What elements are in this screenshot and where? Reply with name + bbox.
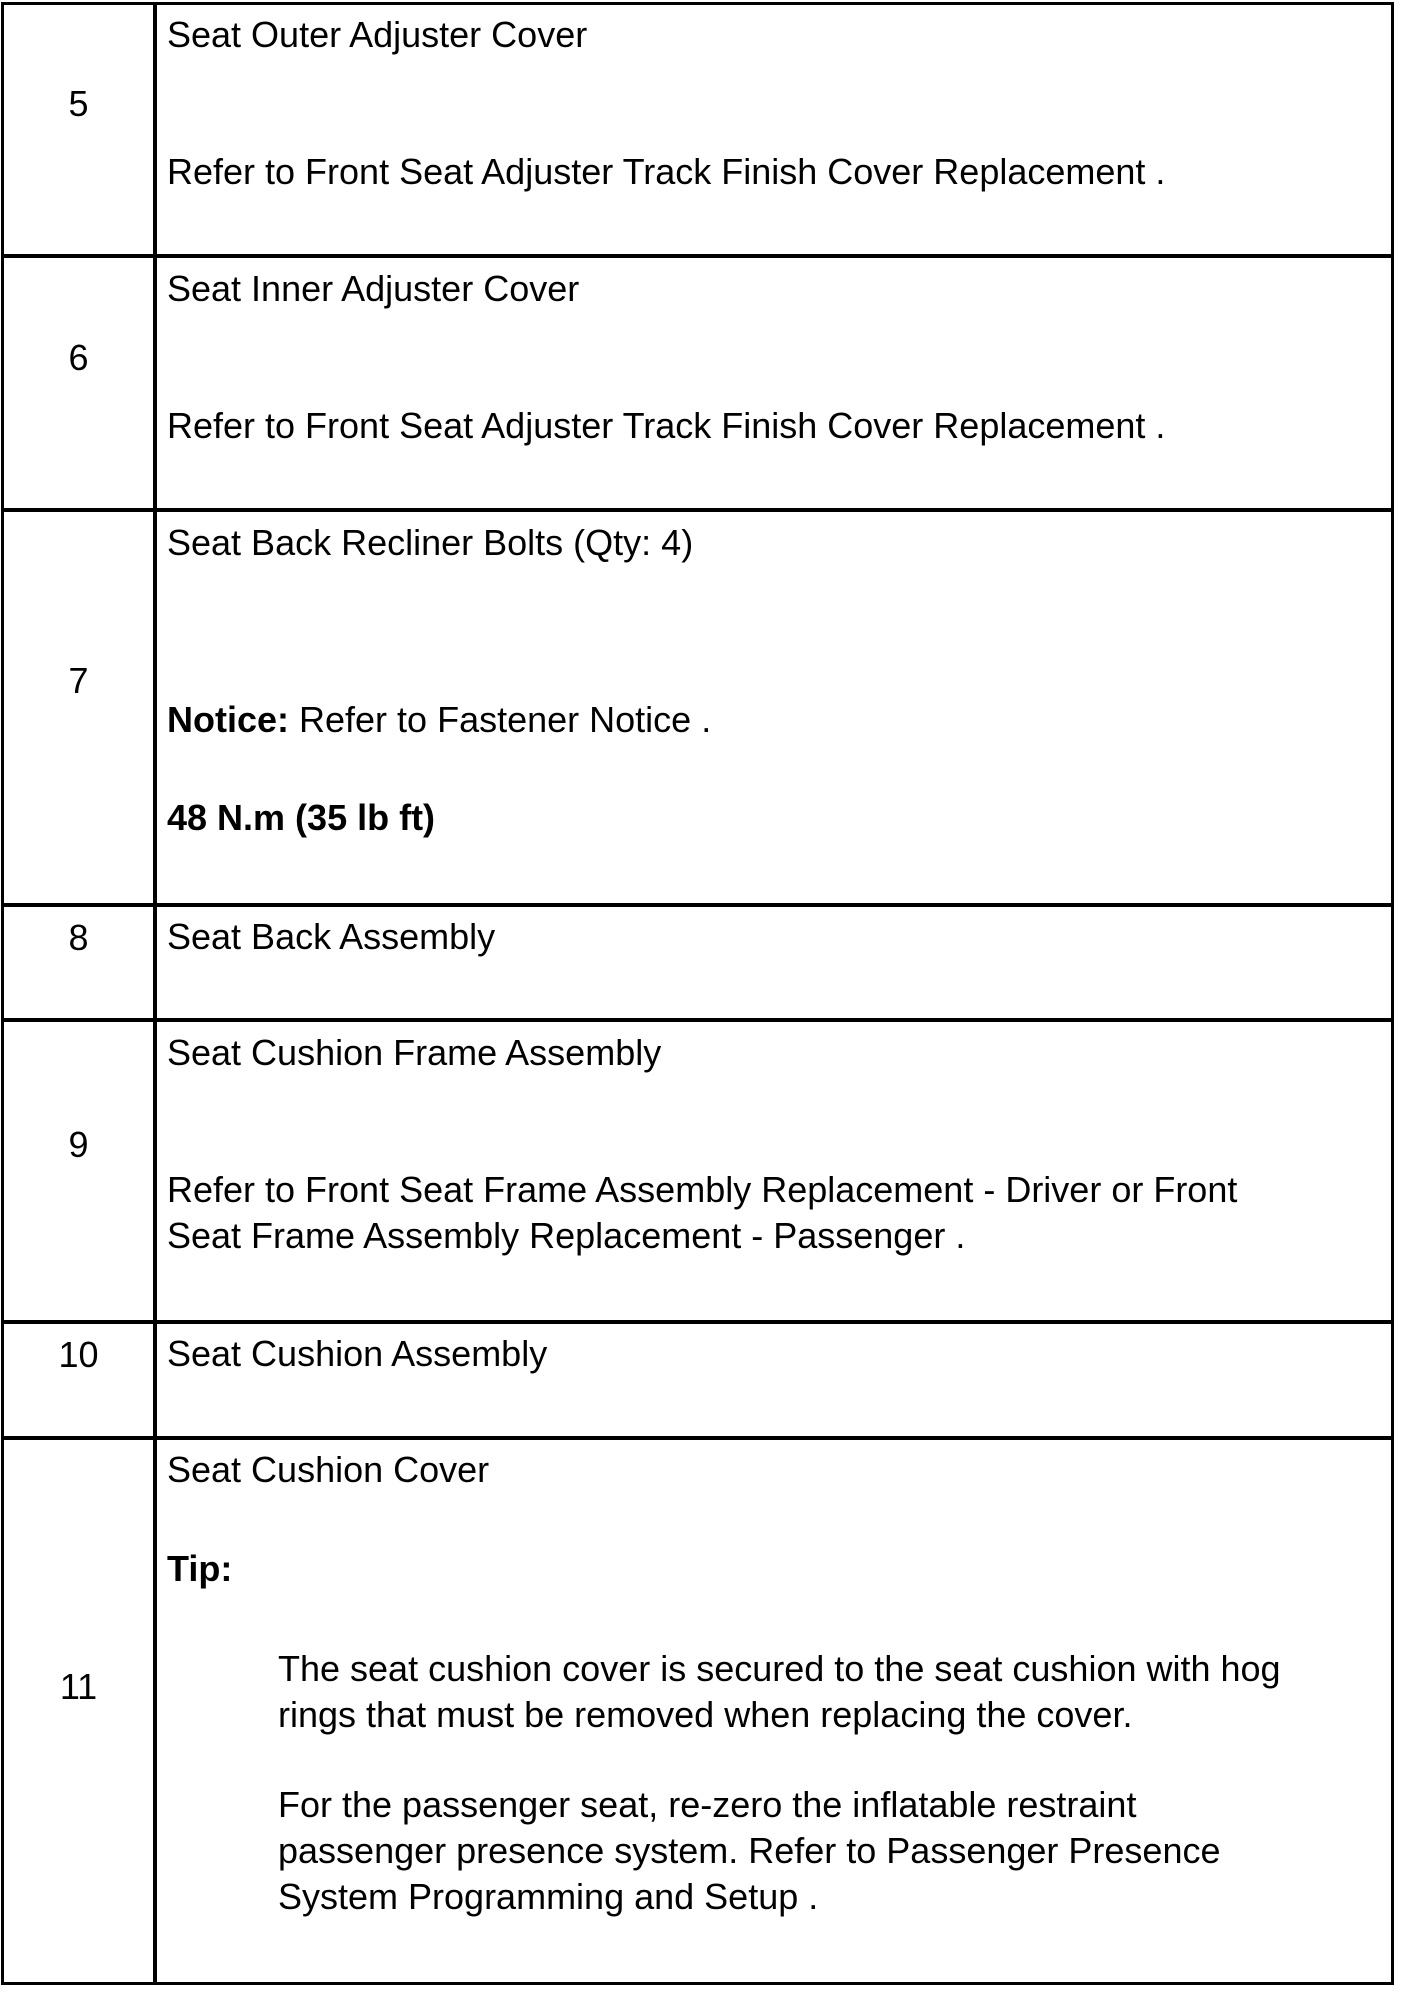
row-title: Seat Inner Adjuster Cover (167, 268, 580, 309)
row-divider (1, 254, 1394, 258)
row-title: Seat Back Assembly (167, 916, 496, 957)
refer-link[interactable]: Refer to Front Seat Frame Assembly Replacement - Driver or Front (167, 1169, 1238, 1210)
column-divider (153, 2, 157, 1985)
tip-text: passenger presence system. Refer to Passenger Presence (278, 1830, 1221, 1871)
row-number: 9 (68, 1124, 89, 1165)
row-title: Seat Cushion Cover (167, 1449, 490, 1490)
row-divider (1, 1436, 1394, 1440)
row-divider (1, 1320, 1394, 1324)
row-number: 6 (68, 337, 89, 378)
row-title: Seat Outer Adjuster Cover (167, 14, 588, 55)
refer-link[interactable]: Refer to Front Seat Adjuster Track Finish Cover Replacement . (167, 151, 1166, 192)
row-divider (1, 1018, 1394, 1022)
row-title: Seat Back Recliner Bolts (Qty: 4) (167, 522, 694, 563)
row-number: 8 (68, 917, 89, 958)
notice-link[interactable]: Refer to Fastener Notice . (289, 699, 712, 740)
refer-link[interactable]: Refer to Front Seat Adjuster Track Finish Cover Replacement . (167, 405, 1166, 446)
refer-link[interactable]: System Programming and Setup . (278, 1876, 819, 1917)
row-number: 11 (59, 1666, 98, 1707)
row-number: 5 (68, 83, 89, 124)
row-title: Seat Cushion Frame Assembly (167, 1032, 662, 1073)
tip-text: rings that must be removed when replacing the cover. (278, 1694, 1133, 1735)
row-number: 7 (68, 660, 89, 701)
tip-text: The seat cushion cover is secured to the seat cushion with hog (278, 1648, 1281, 1689)
refer-link[interactable]: Seat Frame Assembly Replacement - Passenger . (167, 1215, 966, 1256)
notice-label: Notice: (167, 699, 290, 740)
tip-label: Tip: (167, 1548, 233, 1589)
notice-line (167, 697, 711, 743)
tip-text: For the passenger seat, re-zero the inflatable restraint (278, 1784, 1137, 1825)
torque-spec: 48 N.m (35 lb ft) (167, 797, 436, 838)
row-divider (1, 903, 1394, 907)
row-number: 10 (58, 1334, 99, 1375)
row-divider (1, 508, 1394, 512)
row-title: Seat Cushion Assembly (167, 1333, 548, 1374)
